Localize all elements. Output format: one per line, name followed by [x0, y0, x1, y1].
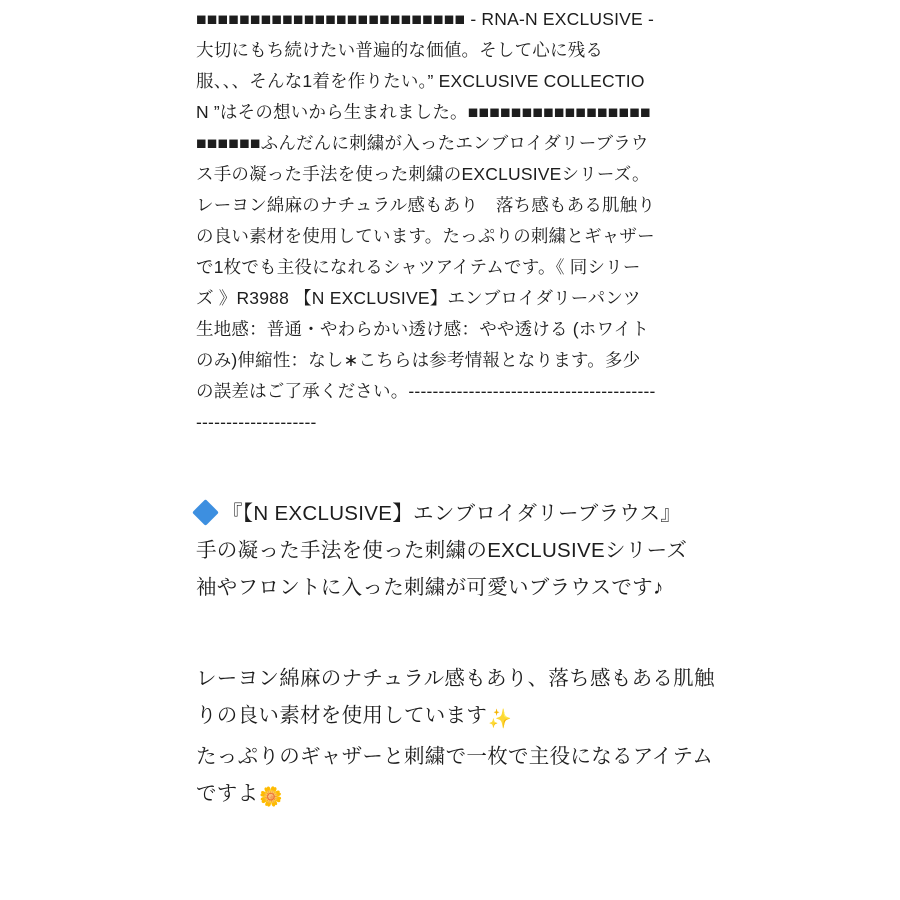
product-highlight-heading-line	[196, 495, 766, 532]
product-material-line-1: レーヨン綿麻のナチュラル感もあり、落ち感もある肌触	[196, 667, 715, 690]
sparkles-icon: ✨	[488, 709, 513, 730]
product-material-line-3: たっぷりのギャザーと刺繍で一枚で主役になるアイテム	[196, 745, 714, 768]
blue-diamond-icon	[192, 499, 219, 526]
product-material-line-4-row	[196, 775, 776, 816]
product-material-block	[196, 660, 776, 816]
product-highlight-line-3: 袖やフロントに入った刺繍が可愛いブラウスです♪	[196, 576, 664, 599]
flower-icon: 🌼	[259, 787, 284, 808]
product-material-line-2-row	[196, 697, 776, 738]
product-description-text: ■■■■■■■■■■■■■■■■■■■■■■■■■ - RNA-N EXCLUSIVE -大切にもち続けたい普遍的な価値。そして心に残る服、、、そんな1着を作りたい。” EXCLUSIVE COLLECTION ”はその想いから生まれました。■■■■■■■■■■■■■■■■■■■■■■■ふんだんに刺繍が入ったエンブロイダリーブラウス手の凝った手法を使った刺繍のEXCLUSIVEシリーズ。レーヨン綿麻のナチュラル感もあり 落ち感もある肌触りの良い素材を使用しています。たっぷりの刺繍とギャザーで1枚でも主役になれるシャツアイテムです。《 同シリーズ 》R3988 【N EXCLUSIVE】エンブロイダリーパンツ生地感：普通・やわらかい透け感：やや透ける (ホワイトのみ)伸縮性：なし∗こちらは参考情報となります。多少の誤差はご了承ください。-------------------------------------------------------------	[196, 9, 656, 432]
product-material-line-2: りの良い素材を使用しています	[196, 704, 488, 727]
product-highlight-heading: 『【N EXCLUSIVE】エンブロイダリーブラウス』	[222, 502, 682, 525]
product-highlight-block	[196, 495, 766, 606]
product-description-block	[196, 4, 656, 438]
product-highlight-line-2: 手の凝った手法を使った刺繍のEXCLUSIVEシリーズ	[196, 539, 688, 562]
product-material-line-4: ですよ	[196, 782, 259, 805]
